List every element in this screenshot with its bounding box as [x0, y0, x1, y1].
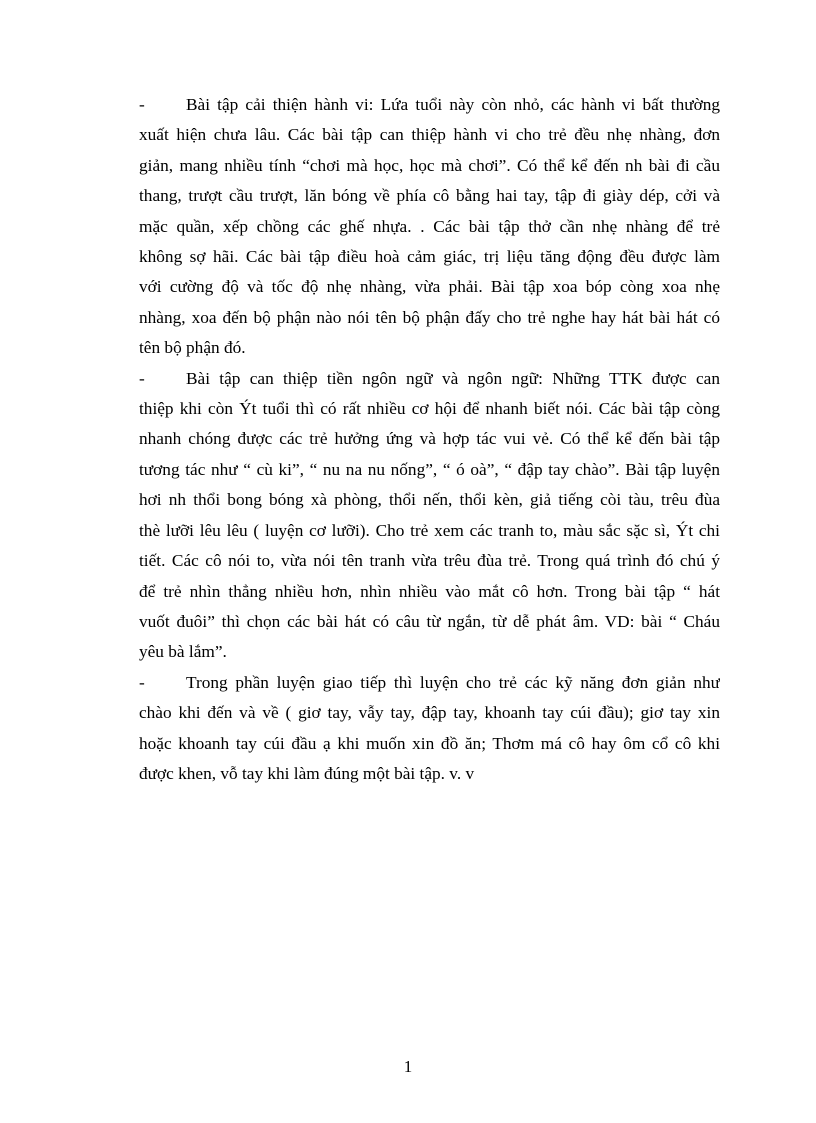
text-line: mặc quần, xếp chồng các ghế nhựa. . Các bài tập thở cần nhẹ nhàng để trẻ	[139, 216, 720, 236]
page-number: 1	[403, 1057, 413, 1076]
text-line: nhanh chóng được các trẻ hưởng ứng và hợp tác vui vẻ. Có thể kể đến bài tập	[139, 429, 720, 449]
text-line: yêu bà lắm”.	[139, 642, 227, 662]
paragraph-language-exercises	[139, 364, 720, 668]
text-line: Bài tập cải thiện hành vi: Lứa tuổi này còn nhỏ, các hành vi bất thường	[186, 95, 720, 114]
text-line: tương tác như “ cù ki”, “ nu na nu nống”, “ ó oà”, “ đập tay chào”. Bài tập luyện	[139, 459, 720, 479]
text-line: nhàng, xoa đến bộ phận nào nói tên bộ phận đấy cho trẻ nghe hay hát bài hát có	[139, 307, 720, 327]
paragraph-behavior-exercises	[139, 90, 720, 364]
text-line: hoặc khoanh tay cúi đầu ạ khi muốn xin đồ ăn; Thơm má cô hay ôm cổ cô khi	[139, 733, 720, 753]
bullet-dash: -	[139, 672, 145, 692]
text-line: tiết. Các cô nói to, vừa nói tên tranh vừa trêu đùa trẻ. Trong quá trình đó chú ý	[139, 551, 720, 571]
text-line: với cường độ và tốc độ nhẹ nhàng, vừa phải. Bài tập xoa bóp còng xoa nhẹ	[139, 277, 720, 297]
paragraph-communication-exercises	[139, 668, 720, 790]
text-line: vuốt đuôi” thì chọn các bài hát có câu từ ngắn, từ dễ phát âm. VD: bài “ Cháu	[139, 611, 720, 631]
text-line: được khen, vỗ tay khi làm đúng một bài tập. v. v	[139, 763, 475, 783]
text-line: thè lưỡi lêu lêu ( luyện cơ lưỡi). Cho trẻ xem các tranh to, màu sắc sặc sì, Ýt chi	[139, 520, 720, 540]
text-line: để trẻ nhìn thẳng nhiều hơn, nhìn nhiều vào mắt cô hơn. Trong bài tập “ hát	[139, 581, 720, 601]
bullet-dash: -	[139, 95, 145, 114]
text-line: Trong phần luyện giao tiếp thì luyện cho trẻ các kỹ năng đơn giản như	[186, 672, 720, 692]
bullet-dash: -	[139, 368, 145, 388]
document-body	[139, 90, 720, 789]
text-line: hơi nh thổi bong bóng xà phòng, thổi nến, thổi kèn, giả tiếng còi tàu, trêu đùa	[139, 490, 720, 510]
text-line: không sợ hãi. Các bài tập điều hoà cảm giác, trị liệu tăng động đều được làm	[139, 247, 720, 267]
text-line: chào khi đến và về ( giơ tay, vẫy tay, đập tay, khoanh tay cúi đầu); giơ tay xin	[139, 703, 720, 723]
text-line: tên bộ phận đó.	[139, 338, 246, 358]
text-line: thang, trượt cầu trượt, lăn bóng về phía cô bằng hai tay, tập đi giày dép, cởi và	[139, 186, 720, 206]
text-line: giản, mang nhiều tính “chơi mà học, học mà chơi”. Có thể kể đến nh bài đi cầu	[139, 155, 720, 175]
text-line: xuất hiện chưa lâu. Các bài tập can thiệp hành vi cho trẻ đều nhẹ nhàng, đơn	[139, 125, 720, 145]
text-line: thiệp khi còn Ýt tuổi thì có rất nhiều cơ hội để nhanh biết nói. Các bài tập còng	[139, 399, 720, 419]
text-line: Bài tập can thiệp tiền ngôn ngữ và ngôn ngữ: Những TTK được can	[186, 368, 720, 388]
